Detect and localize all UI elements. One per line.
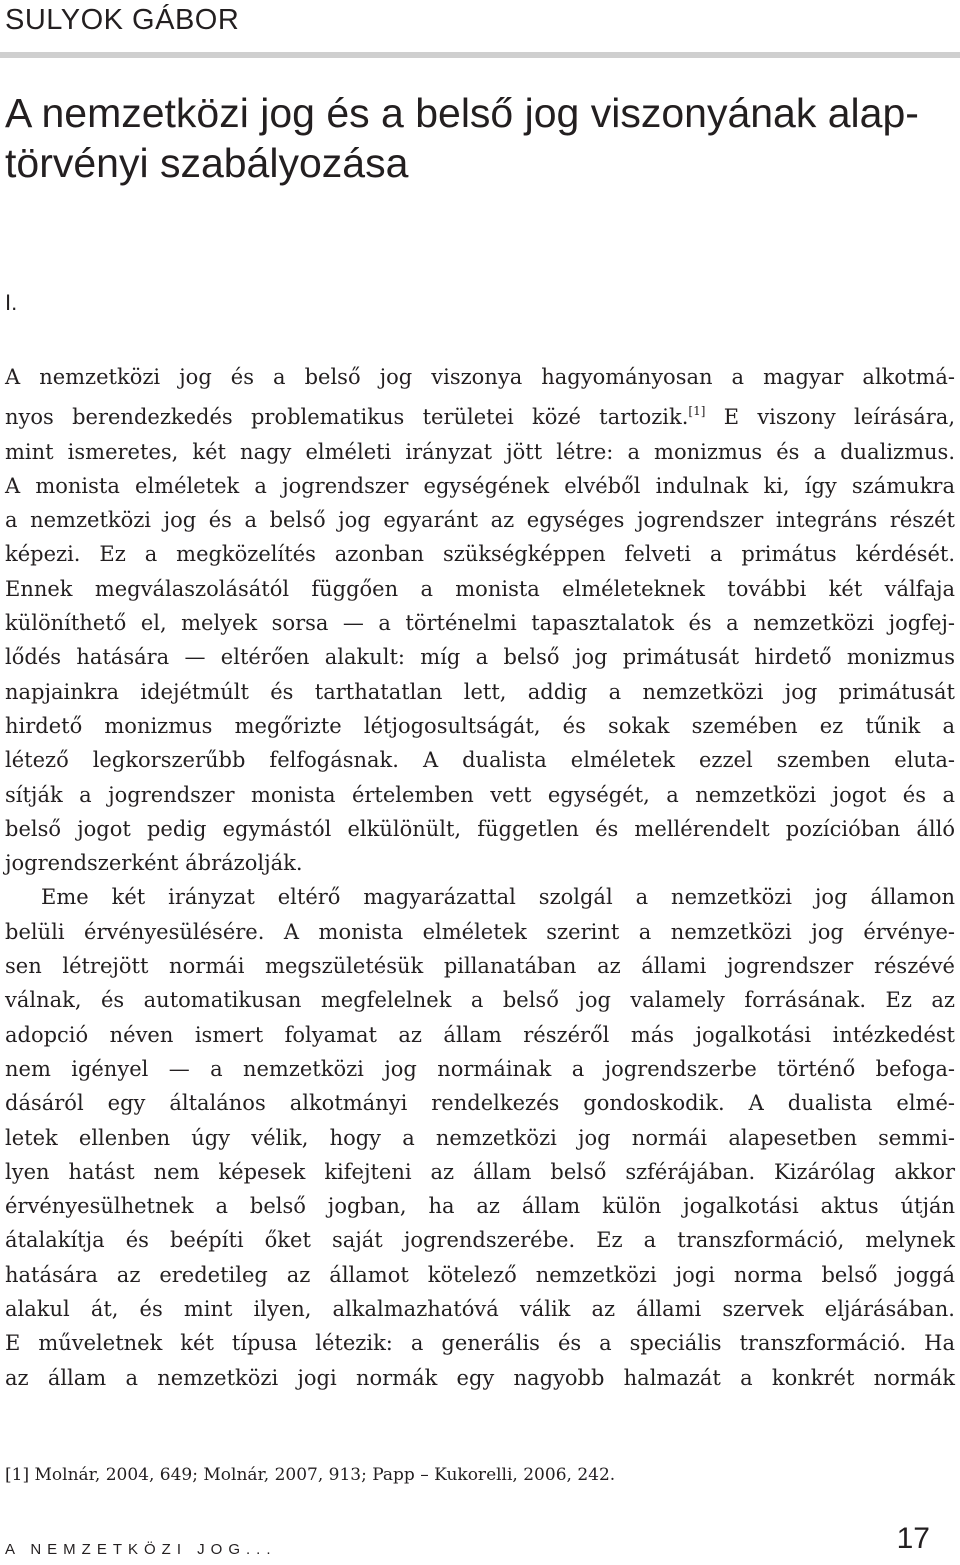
text-line: sen létrejött normái megszületésük pillanatában az állami jogrendszer részévé xyxy=(5,954,955,979)
title-line-1: A nemzetközi jog és a belső jog viszonyának alap- xyxy=(5,90,919,136)
text-line: érvényesülhetnek a belső jogban, ha az állam külön jogalkotási aktus útján xyxy=(5,1194,955,1219)
text-line: nem igényel — a nemzetközi jog normáinak a jogrendszerbe történő befoga- xyxy=(5,1056,955,1081)
article-title xyxy=(5,88,955,188)
title-line-2: törvényi szabályozása xyxy=(5,140,409,186)
text-line: hirdető monizmus megőrizte létjogosultságát, és sokak szemében ez tűnik a xyxy=(5,713,955,738)
paragraph-1 xyxy=(5,360,955,880)
footnote-ref[interactable]: [1] xyxy=(688,404,706,419)
text-line: A nemzetközi jog és a belső jog viszonya hagyományosan a magyar alkotmá- xyxy=(5,365,955,389)
text-line: Ennek megválaszolásától függően a monista elméleteknek további két válfaja xyxy=(5,576,955,601)
text-line: lődés hatására — eltérően alakult: míg a belső jog primátusát hirdető monizmus xyxy=(5,645,955,670)
running-title: A NEMZETKÖZI JOG... xyxy=(5,1541,277,1558)
page-number: 17 xyxy=(896,1522,930,1555)
text-line: sítják a jogrendszer monista értelemben vett egységét, a nemzetközi jogot és a xyxy=(5,782,955,807)
text-line: E műveletnek két típusa létezik: a generális és a speciális transzformáció. Ha xyxy=(5,1331,955,1356)
text-segment: E viszony leírására, xyxy=(705,405,955,430)
paragraph-2 xyxy=(5,880,955,1394)
text-line: letek ellenben úgy vélik, hogy a nemzetközi jog normái alapesetben semmi- xyxy=(5,1125,955,1150)
header-rule xyxy=(0,52,960,58)
text-line: hatására az eredetileg az államot kötelező nemzetközi jogi norma belső joggá xyxy=(5,1262,955,1287)
text-segment: nyos berendezkedés problematikus területei közé tartozik. xyxy=(5,405,689,430)
text-line: lyen hatást nem képesek kifejteni az állam belső szférájában. Kizárólag akkor xyxy=(5,1159,955,1184)
text-line: jogrendszerként ábrázolják. xyxy=(5,851,303,876)
text-line: Eme két irányzat eltérő magyarázattal szolgál a nemzetközi jog államon xyxy=(41,885,955,910)
text-line: mint ismeretes, két nagy elméleti irányzat jött létre: a monizmus és a dualizmus. xyxy=(5,439,955,464)
text-line: átalakítja és beépíti őket saját jogrendszerébe. Ez a transzformáció, melynek xyxy=(5,1228,955,1253)
text-line: dásáról egy általános alkotmányi rendelkezés gondoskodik. A dualista elmé- xyxy=(5,1091,955,1116)
text-line: a nemzetközi jog és a belső jog egyaránt az egységes jogrendszer integráns részét xyxy=(5,508,955,533)
text-line: A monista elméletek a jogrendszer egységének elvéből indulnak ki, így számukra xyxy=(5,473,955,498)
text-line: képezi. Ez a megközelítés azonban szükségképpen felveti a primátus kérdését. xyxy=(5,542,955,567)
text-line: az állam a nemzetközi jogi normák egy nagyobb halmazát a konkrét normák xyxy=(5,1365,955,1390)
section-number: I. xyxy=(5,290,18,315)
footnote: [1] Molnár, 2004, 649; Molnár, 2007, 913; Papp – Kukorelli, 2006, 242. xyxy=(5,1465,616,1485)
text-line xyxy=(5,394,955,434)
text-line: napjainkra idejétmúlt és tarthatatlan lett, addig a nemzetközi jog primátusát xyxy=(5,679,955,704)
text-line: belső jogot pedig egymástól elkülönült, független és mellérendelt pozícióban álló xyxy=(5,816,955,841)
body-text xyxy=(5,360,955,1395)
text-line: belüli érvényesülésére. A monista elméletek szerint a nemzetközi jog érvénye- xyxy=(5,919,955,944)
text-line: alakul át, és mint ilyen, alkalmazhatóvá válik az állami szervek eljárásában. xyxy=(5,1297,955,1322)
author-name: SULYOK GÁBOR xyxy=(5,4,240,36)
text-line: létező legkorszerűbb felfogásnak. A dualista elméletek ezzel szemben eluta- xyxy=(5,748,955,773)
text-line: válnak, és automatikusan megfelelnek a belső jog valamely forrásának. Ez az xyxy=(5,988,955,1013)
text-line: adopció néven ismert folyamat az állam részéről más jogalkotási intézkedést xyxy=(5,1022,955,1047)
text-line: különíthető el, melyek sorsa — a történelmi tapasztalatok és a nemzetközi jogfej- xyxy=(5,611,955,636)
